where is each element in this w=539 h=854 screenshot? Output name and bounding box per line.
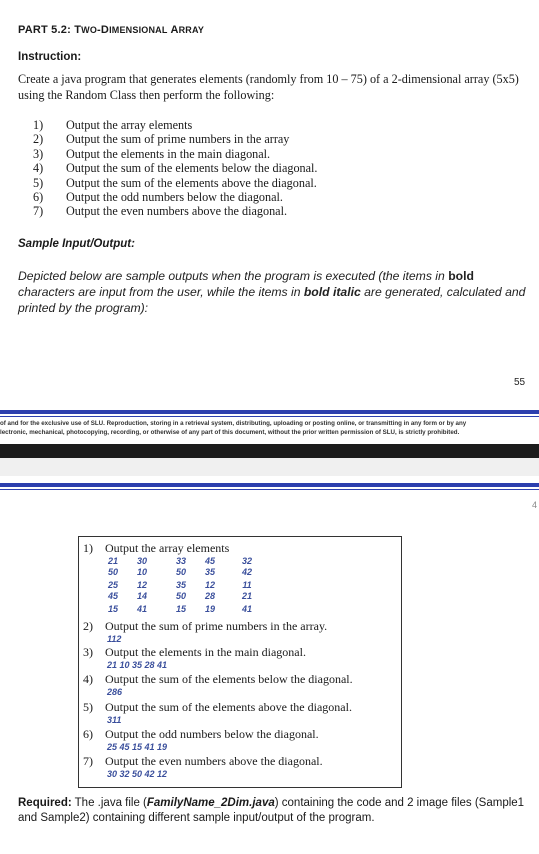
output-item: 3) Output the elements in the main diagonal. xyxy=(83,645,306,659)
array-cell: 41 xyxy=(241,604,252,614)
output-item: 7) Output the even numbers above the diagonal. xyxy=(83,754,323,768)
page-number: 55 xyxy=(514,377,526,388)
part-number: PART 5.2: xyxy=(18,24,71,36)
task-item: 6) Output the odd numbers below the diagonal. xyxy=(33,190,283,205)
array-cell: 45 xyxy=(107,591,118,601)
even-above-result: 30 32 50 42 12 xyxy=(107,769,168,779)
array-cell: 21 xyxy=(241,591,252,601)
part-title: PART 5.2: TWO-DIMENSIONAL ARRAY xyxy=(18,24,205,36)
above-sum-result: 311 xyxy=(107,715,122,725)
header-rule-thick xyxy=(0,483,539,487)
array-cell: 21 xyxy=(107,556,118,566)
required-filename: FamilyName_2Dim.java xyxy=(146,797,275,809)
page-separator-band xyxy=(0,444,539,458)
array-cell: 35 xyxy=(204,567,215,577)
array-cell: 19 xyxy=(204,604,215,614)
sample-io-label: Sample Input/Output: xyxy=(18,238,135,250)
array-cell: 41 xyxy=(136,604,147,614)
task-item: 5) Output the sum of the elements above the diagonal. xyxy=(33,175,317,190)
copyright-notice: of and for the exclusive use of SLU. Reproduction, storing in a retrieval system, distributing, uploading or posting online, or transmitting in any form or by any lectronic, mechanical, photocopying, recording, or otherwise of any part of this document, without the prior written permission of SLU, is strictly prohibited. xyxy=(0,420,467,436)
footer-rule-thick xyxy=(0,410,539,414)
array-cell: 50 xyxy=(175,591,186,601)
array-cell: 12 xyxy=(204,580,215,590)
output-item: 1) Output the array elements xyxy=(83,541,230,555)
array-cell: 14 xyxy=(136,591,147,601)
array-cell: 33 xyxy=(175,556,186,566)
array-cell: 30 xyxy=(136,556,147,566)
array-cell: 45 xyxy=(204,556,215,566)
array-cell: 12 xyxy=(136,580,147,590)
header-rule-thin xyxy=(0,489,539,490)
instruction-intro: Create a java program that generates elements (randomly from 10 – 75) of a 2-dimensional array (5x5) using the Random Class then perform the following: xyxy=(18,72,519,102)
array-cell: 15 xyxy=(175,604,186,614)
task-item: 2) Output the sum of prime numbers in the array xyxy=(33,132,290,147)
task-list xyxy=(33,118,317,219)
prime-sum-result: 112 xyxy=(107,634,122,644)
output-item: 5) Output the sum of the elements above the diagonal. xyxy=(83,700,352,714)
required-note: Required: The .java file (FamilyName_2Dim.java) containing the code and 2 image files (Sample1 and Sample2) containing different sample input/output of the program. xyxy=(18,797,525,824)
array-cell: 50 xyxy=(175,567,186,577)
page-gap xyxy=(0,458,539,476)
sample-output-box xyxy=(78,536,402,788)
below-sum-result: 286 xyxy=(107,687,123,697)
array-cell: 10 xyxy=(136,567,147,577)
sample-description: Depicted below are sample outputs when the program is executed (the items in bold characters are input from the user, while the items in bold italic are generated, calculated and printed by the program): xyxy=(18,269,526,315)
task-item: 4) Output the sum of the elements below the diagonal. xyxy=(33,161,318,176)
array-cell: 25 xyxy=(107,580,118,590)
task-item: 1) Output the array elements xyxy=(33,118,193,132)
output-item: 2) Output the sum of prime numbers in the array. xyxy=(83,619,328,633)
instruction-label: Instruction: xyxy=(18,51,82,63)
array-cell: 28 xyxy=(204,591,215,601)
task-item: 7) Output the even numbers above the diagonal. xyxy=(33,204,288,219)
array-cell: 35 xyxy=(175,580,186,590)
array-cell: 11 xyxy=(242,580,252,590)
array-cell: 15 xyxy=(107,604,118,614)
output-item: 6) Output the odd numbers below the diagonal. xyxy=(83,727,319,741)
main-diagonal-result: 21 10 35 28 41 xyxy=(107,660,168,670)
footer-rule-thin xyxy=(0,416,539,417)
task-item: 3) Output the elements in the main diagonal. xyxy=(33,146,271,161)
odd-below-result: 25 45 15 41 19 xyxy=(107,742,168,752)
array-cell: 50 xyxy=(107,567,118,577)
array-cell: 42 xyxy=(241,567,252,577)
page-edge-mark: 4 xyxy=(532,500,538,510)
output-item: 4) Output the sum of the elements below the diagonal. xyxy=(83,672,353,686)
array-cell: 32 xyxy=(241,556,252,566)
